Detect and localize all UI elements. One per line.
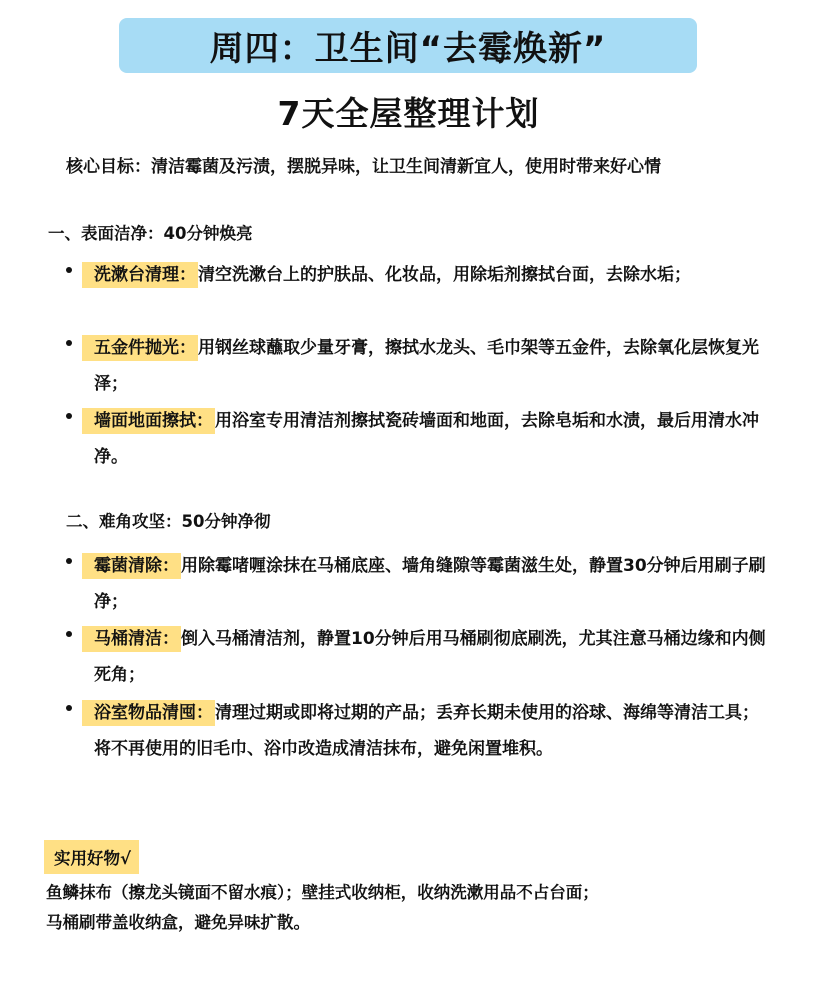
- practical-line: 马桶刷带盖收纳盒，避免异味扩散。: [46, 913, 310, 932]
- item-description: 清空洗漱台上的护肤品、化妆品，用除垢剂擦拭台面，去除水垢；: [198, 265, 691, 285]
- item-description: 用钢丝球蘸取少量牙膏，擦拭水龙头、毛巾架等五金件，去除氧化层恢复光泽；: [94, 338, 759, 394]
- item-description: 用浴室专用清洁剂擦拭瓷砖墙面和地面，去除皂垢和水渍，最后用清水冲净。: [94, 411, 759, 467]
- item-label-highlight: 马桶清洁：: [82, 626, 181, 652]
- list-item-text: [94, 403, 774, 475]
- list-item-text: [94, 330, 774, 402]
- item-label-highlight: 墙面地面擦拭：: [82, 408, 215, 434]
- list-item-text: [94, 548, 774, 620]
- practical-goods-tag: 实用好物√: [44, 840, 139, 874]
- item-label-highlight: 浴室物品清囤：: [82, 700, 215, 726]
- plan-subtitle: 7天全屋整理计划: [277, 94, 540, 133]
- item-description: 用除霉啫喱涂抹在马桶底座、墙角缝隙等霉菌滋生处，静置30分钟后用刷子刷净；: [94, 556, 766, 612]
- title-banner: [119, 18, 697, 73]
- list-item-text: [94, 257, 774, 293]
- practical-line: 鱼鳞抹布（擦龙头镜面不留水痕）；壁挂式收纳柜，收纳洗漱用品不占台面；: [46, 883, 599, 902]
- bullet-dot: [66, 267, 72, 273]
- section-heading-surface: 一、表面洁净：40分钟焕亮: [48, 224, 253, 243]
- core-goal: 核心目标：清洁霉菌及污渍，摆脱异味，让卫生间清新宜人，使用时带来好心情: [66, 157, 661, 177]
- item-description: 倒入马桶清洁剂，静置10分钟后用马桶刷彻底刷洗，尤其注意马桶边缘和内侧死角；: [94, 629, 766, 685]
- item-label-highlight: 霉菌清除：: [82, 553, 181, 579]
- bullet-dot: [66, 558, 72, 564]
- bullet-dot: [66, 705, 72, 711]
- list-item-text: [94, 621, 774, 693]
- bullet-dot: [66, 413, 72, 419]
- item-label-highlight: 洗漱台清理：: [82, 262, 198, 288]
- practical-goods-text: [46, 878, 786, 938]
- section-heading-corners: 二、难角攻坚：50分钟净彻: [66, 512, 271, 531]
- list-item-text: [94, 695, 774, 767]
- item-description: 清理过期或即将过期的产品；丢弃长期未使用的浴球、海绵等清洁工具；将不再使用的旧毛巾、浴巾改造成清洁抹布，避免闲置堆积。: [94, 703, 759, 759]
- bullet-dot: [66, 340, 72, 346]
- page-title: 周四：卫生间“去霉焕新”: [209, 29, 607, 69]
- item-label-highlight: 五金件抛光：: [82, 335, 198, 361]
- bullet-dot: [66, 631, 72, 637]
